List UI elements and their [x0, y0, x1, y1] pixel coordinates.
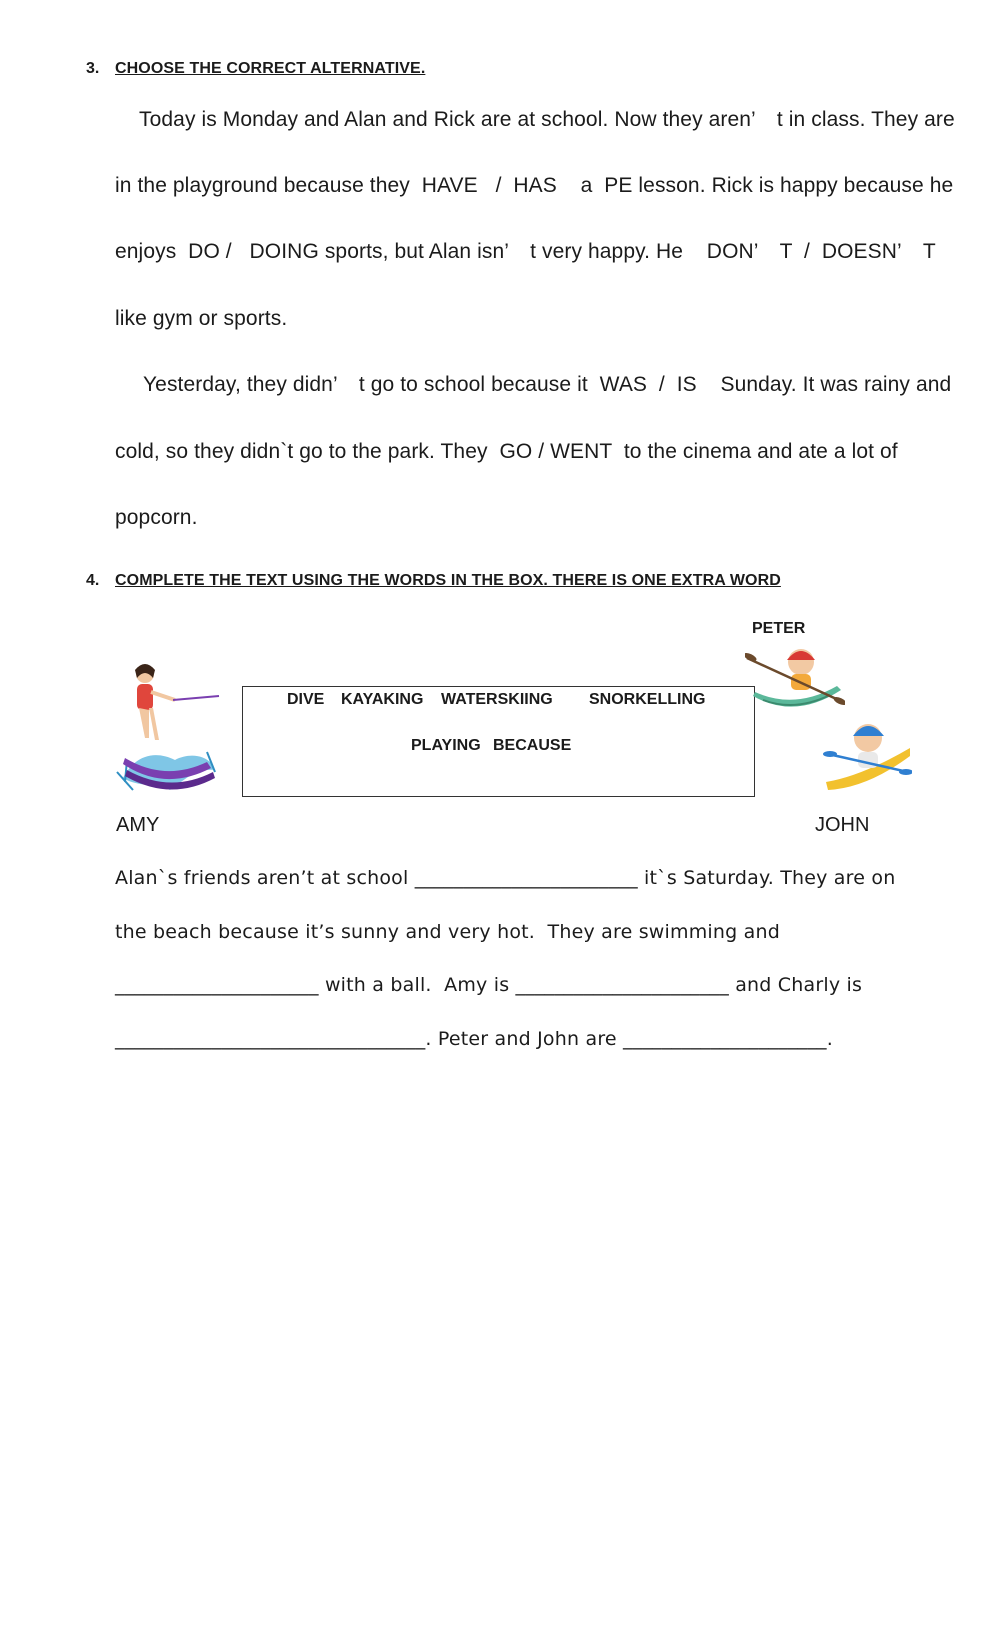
section-4-number: 4.: [86, 572, 100, 589]
section-3-line-5: Yesterday, they didn’ t go to school because it WAS / IS Sunday. It was rainy and: [143, 373, 952, 396]
waterskiing-girl-illustration: [115, 660, 225, 800]
section-3-line-4: like gym or sports.: [115, 307, 288, 330]
section-3-line-1: Today is Monday and Alan and Rick are at school. Now they aren’ t in class. They are: [139, 108, 955, 131]
section-4-heading: COMPLETE THE TEXT USING THE WORDS IN THE BOX. THERE IS ONE EXTRA WORD: [115, 572, 781, 589]
section-3-line-7: popcorn.: [115, 506, 198, 529]
section-4-line-2: the beach because it’s sunny and very hot. They are swimming and: [115, 921, 781, 943]
word-dive: DIVE: [287, 691, 325, 708]
section-3-line-6: cold, so they didn`t go to the park. They GO / WENT to the cinema and ate a lot of: [115, 440, 898, 463]
section-4-line-4: ________________________________. Peter and John are _____________________.: [115, 1028, 833, 1050]
section-3-line-3: enjoys DO / DOING sports, but Alan isn’ t very happy. He DON’ T / DOESN’ T: [115, 240, 936, 263]
kayaking-boy-blue-helmet-illustration: [822, 714, 912, 800]
section-3-number: 3.: [86, 60, 100, 77]
section-3-line-2: in the playground because they HAVE / HAS a PE lesson. Rick is happy because he: [115, 174, 954, 197]
name-john: JOHN: [815, 814, 870, 836]
word-kayaking: KAYAKING: [341, 691, 424, 708]
word-because: BECAUSE: [493, 737, 572, 754]
word-snorkelling: SNORKELLING: [589, 691, 706, 708]
kayaking-boy-red-helmet-illustration: [745, 640, 845, 720]
word-box: [242, 686, 755, 797]
name-peter: PETER: [752, 620, 806, 637]
word-waterskiing: WATERSKIING: [441, 691, 553, 708]
section-4-line-3: _____________________ with a ball. Amy is ______________________ and Charly is: [115, 974, 863, 996]
name-amy: AMY: [116, 814, 160, 836]
word-playing: PLAYING: [411, 737, 481, 754]
section-3-heading: CHOOSE THE CORRECT ALTERNATIVE.: [115, 60, 426, 77]
section-4-line-1: Alan`s friends aren’t at school _______________________ it`s Saturday. They are on: [115, 867, 896, 889]
